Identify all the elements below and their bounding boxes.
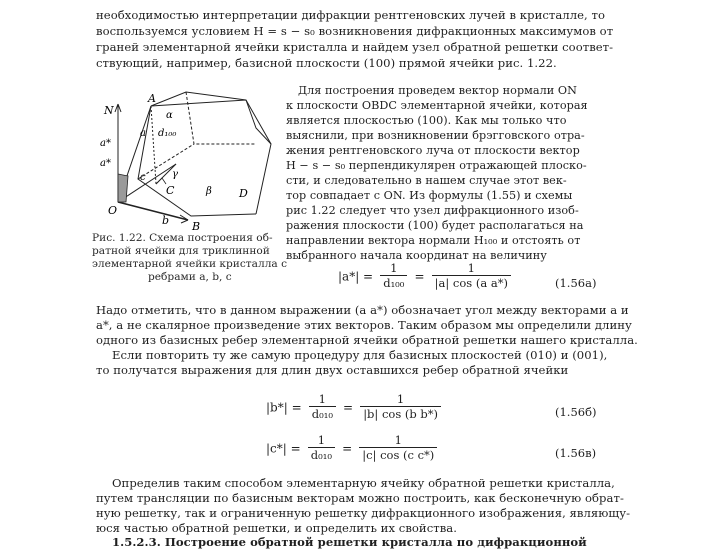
caption-line: элементарной ячейки кристалла с [92, 258, 288, 270]
label-beta: β [206, 186, 212, 197]
text-line: является плоскостью (100). Как мы только что [286, 114, 567, 127]
text-line: ную решетку, так и ограниченную решетку дифракционного изображения, являющу- [96, 506, 631, 520]
text-line: ствующий, например, базисной плоскости (100) прямой ячейки рис. 1.22. [96, 56, 557, 70]
fraction-denominator: |b| cos (b b*) [363, 407, 438, 421]
equation-lhs: |b*| = [266, 400, 302, 415]
label-gamma: γ [172, 169, 178, 180]
label-a-star: a* [100, 138, 111, 149]
section-heading-cut: 1.5.2.3. Построение обратной решетки кристалла по дифракционной [112, 535, 587, 549]
fraction-numerator: 1 [360, 393, 441, 407]
text-line: a*, а не скалярное произведение этих векторов. Таким образом мы определили длину [96, 318, 632, 332]
text-line: необходимостью интерпретации дифракции рентгеновских лучей в кристалле, то [96, 8, 606, 22]
text-line: H − s − s₀ перпендикулярен отражающей плоско- [286, 159, 587, 172]
text-line: жения рентгеновского луча от плоскости вектор [286, 144, 580, 157]
equation-lhs: |c*| = [266, 441, 301, 456]
text-line: Определив таким способом элементарную ячейку обратной решетки кристалла, [112, 476, 615, 490]
text-line: путем трансляции по базисным векторам можно построить, как бесконечную обрат- [96, 491, 624, 505]
text-line: сти, и следовательно в нашем случае этот век- [286, 174, 567, 187]
fraction-denominator: |a| cos (a a*) [434, 276, 508, 290]
text-line: рис 1.22 следует что узел дифракционного изоб- [286, 204, 579, 217]
unit-cell-figure [96, 84, 296, 234]
label-c: c [140, 172, 146, 183]
text-line: юся частью обратной решетки, и определить их свойства. [96, 521, 457, 535]
equation-number: (1.56a) [555, 276, 597, 290]
label-a: a [140, 128, 146, 139]
equation-number: (1.56б) [555, 405, 597, 419]
shaded-region [118, 174, 128, 202]
text-line: тор совпадает с ON. Из формулы (1.55) и схемы [286, 189, 573, 202]
label-B: B [192, 220, 201, 233]
text-line: одного из базисных ребер элементарной ячейки обратной решетки нашего кристалла. [96, 333, 638, 347]
fraction-numerator: 1 [380, 262, 407, 276]
label-d100: d₁₀₀ [158, 128, 177, 139]
fraction [380, 262, 407, 290]
fraction [432, 262, 511, 290]
text-line: выяснили, при возникновении брэгговского отра- [286, 129, 585, 142]
fraction [360, 393, 441, 421]
fraction-numerator: 1 [359, 434, 437, 448]
fraction [359, 434, 437, 462]
text-line: Если повторить ту же самую процедуру для базисных плоскостей (010) и (001), [112, 348, 608, 362]
text-line: к плоскости OBDC элементарной ячейки, которая [286, 99, 588, 112]
equation-1-56b: |b*| = $\frac{1}{\text{d₀₁₀}}$ = $\frac{1}{\text{|b| cos (b b*)}}$ [266, 393, 443, 421]
caption-line: ребрами a, b, c [148, 271, 232, 283]
label-b: b [162, 214, 170, 227]
fraction-numerator: 1 [309, 393, 336, 407]
label-O: O [108, 204, 118, 217]
fraction-denominator: d₁₀₀ [383, 276, 405, 290]
equation-lhs: |a*| = [338, 269, 374, 284]
text-line: направлении вектора нормали H₁₀₀ и отстоять от [286, 234, 581, 247]
caption-line: ратной ячейки для триклинной [92, 245, 270, 257]
fraction [308, 434, 335, 462]
fraction-denominator: |c| cos (c c*) [362, 448, 435, 462]
equation-1-56c: |c*| = $\frac{1}{\text{d₀₁₀}}$ = $\frac{1}{\text{|c| cos (c c*)}}$ [266, 434, 439, 462]
text-line: Надо отметить, что в данном выражении (a a*) обозначает угол между векторами a и [96, 303, 629, 317]
caption-line: Рис. 1.22. Схема построения об- [92, 232, 273, 244]
label-A: A [148, 92, 156, 105]
fraction-denominator: d₀₁₀ [310, 448, 332, 462]
text-line: граней элементарной ячейки кристалла и найдем узел обратной решетки соответ- [96, 40, 614, 54]
fraction-numerator: 1 [432, 262, 511, 276]
text-line: воспользуемся условием H = s − s₀ возникновения дифракционных максимумов от [96, 24, 614, 38]
label-C: C [166, 184, 175, 197]
d100-line [151, 106, 156, 184]
label-alpha: α [166, 110, 173, 121]
label-D: D [239, 187, 248, 200]
text-line: ражения плоскости (100) будет располагаться на [286, 219, 584, 232]
vector-b [118, 202, 188, 220]
equation-1-56a: |a*| = $\frac{1}{\text{d₁₀₀}}$ = $\frac{1}{\text{|a| cos (a a*)}}$ [338, 262, 513, 290]
label-a-dot-star: a* [100, 158, 111, 169]
fraction [309, 393, 336, 421]
label-N: N [104, 104, 114, 117]
fraction-numerator: 1 [308, 434, 335, 448]
text-line: выбранного начала координат на величину [286, 249, 547, 262]
text-line: Для построения проведем вектор нормали ON [298, 84, 577, 97]
fraction-denominator: d₀₁₀ [311, 407, 333, 421]
cell-edge-top [151, 92, 246, 106]
equation-number: (1.56в) [555, 446, 597, 460]
text-line: то получатся выражения для длин двух оставшихся ребер обратной ячейки [96, 363, 569, 377]
